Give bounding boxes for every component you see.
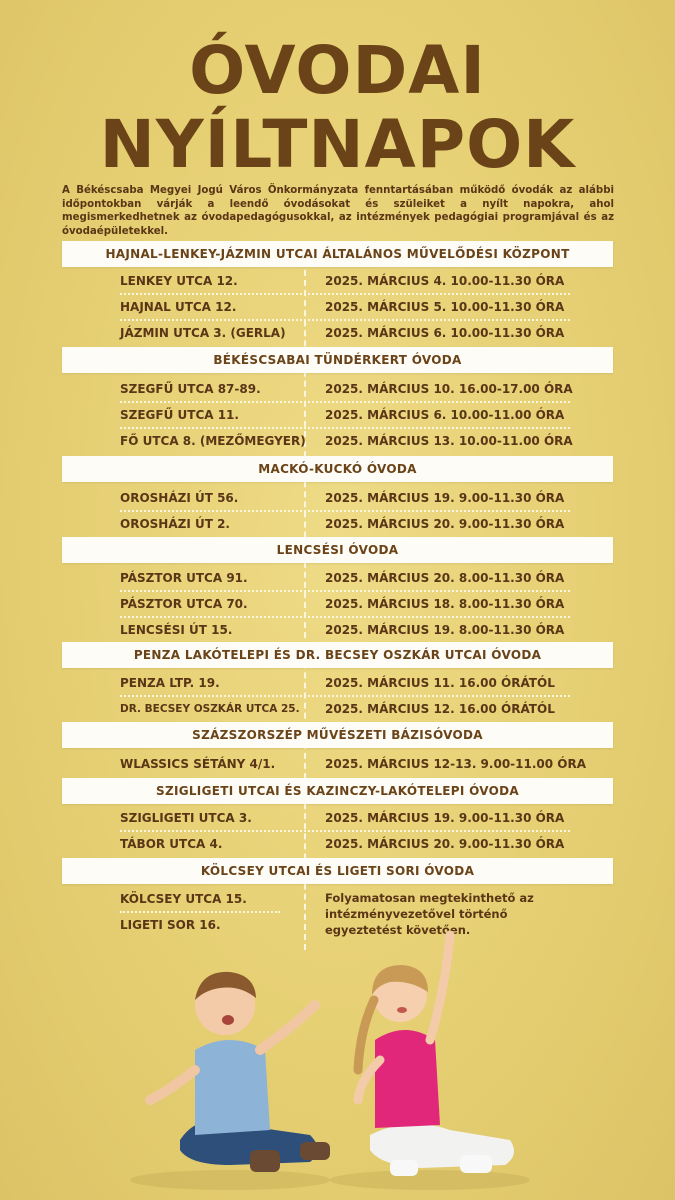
row-location: JÁZMIN UTCA 3. (GERLA) — [120, 326, 286, 340]
poster-title-line2: NYÍLTNAPOK — [99, 106, 576, 183]
row-location: PÁSZTOR UTCA 70. — [120, 597, 248, 611]
row-location: FŐ UTCA 8. (MEZŐMEGYER) — [120, 434, 306, 448]
row-date: 2025. MÁRCIUS 19. 9.00-11.30 ÓRA — [325, 811, 565, 825]
row-location: KÖLCSEY UTCA 15. — [120, 892, 247, 906]
row-date: 2025. MÁRCIUS 18. 8.00-11.30 ÓRA — [325, 597, 565, 611]
row-date: 2025. MÁRCIUS 20. 9.00-11.30 ÓRA — [325, 837, 565, 851]
row-date: 2025. MÁRCIUS 6. 10.00-11.00 ÓRA — [325, 408, 565, 422]
schedule-row — [62, 670, 613, 696]
schedule-row — [62, 268, 613, 294]
row-location: PÁSZTOR UTCA 91. — [120, 571, 248, 585]
section-banner-szigligeti-kazinczy: SZIGLIGETI UTCAI ÉS KAZINCZY-LAKÓTELEPI ÓVODA — [62, 778, 613, 804]
schedule-row — [62, 696, 613, 722]
schedule-row — [62, 751, 613, 777]
row-location: SZIGLIGETI UTCA 3. — [120, 811, 252, 825]
schedule-row — [62, 485, 613, 511]
schedule-row — [62, 376, 613, 402]
row-location: LIGETI SOR 16. — [120, 918, 221, 932]
schedule-row — [62, 294, 613, 320]
row-date: 2025. MÁRCIUS 19. 8.00-11.30 ÓRA — [325, 623, 565, 637]
schedule-row — [62, 511, 613, 537]
schedule-row — [62, 805, 613, 831]
section-banner-tunderkert: BÉKÉSCSABAI TÜNDÉRKERT ÓVODA — [62, 347, 613, 373]
intro-paragraph: A Békéscsaba Megyei Jogú Város Önkormányzata fenntartásában működő óvodák az alábbi időpontokban várják a leendő óvodásokat és szüleiket a nyílt napokra, ahol megismerkedhetnek az óvodapedagógusokkal, az intézmények pedagógiai programjával és az óvodaépületekkel. — [62, 185, 614, 237]
row-date: 2025. MÁRCIUS 6. 10.00-11.30 ÓRA — [325, 326, 565, 340]
row-location: PENZA LTP. 19. — [120, 676, 220, 690]
row-date: 2025. MÁRCIUS 19. 9.00-11.30 ÓRA — [325, 491, 565, 505]
schedule-row — [62, 591, 613, 617]
row-date: 2025. MÁRCIUS 5. 10.00-11.30 ÓRA — [325, 300, 565, 314]
section-banner-hajnal-lenkey-jazmin: HAJNAL-LENKEY-JÁZMIN UTCAI ÁLTALÁNOS MŰVELŐDÉSI KÖZPONT — [62, 241, 613, 267]
row-date: 2025. MÁRCIUS 10. 16.00-17.00 ÓRA — [325, 382, 573, 396]
schedule-row — [62, 402, 613, 428]
schedule-row — [62, 320, 613, 346]
poster-title-line1: ÓVODAI — [189, 32, 486, 109]
section-banner-macko-kucko: MACKÓ-KUCKÓ ÓVODA — [62, 456, 613, 482]
row-date: 2025. MÁRCIUS 4. 10.00-11.30 ÓRA — [325, 274, 565, 288]
row-location: DR. BECSEY OSZKÁR UTCA 25. — [120, 703, 300, 715]
row-date: 2025. MÁRCIUS 12-13. 9.00-11.00 ÓRA — [325, 757, 587, 771]
section-banner-penza-becsey: PENZA LAKÓTELEPI ÉS DR. BECSEY OSZKÁR UTCAI ÓVODA — [62, 642, 613, 668]
row-date: 2025. MÁRCIUS 20. 8.00-11.30 ÓRA — [325, 571, 565, 585]
schedule-row — [62, 428, 613, 454]
row-date: 2025. MÁRCIUS 12. 16.00 ÓRÁTÓL — [325, 702, 555, 716]
boy-figure — [150, 972, 330, 1172]
section-banner-kolcsey-ligeti: KÖLCSEY UTCAI ÉS LIGETI SORI ÓVODA — [62, 858, 613, 884]
row-location: SZEGFŰ UTCA 87-89. — [120, 382, 261, 396]
schedule-row — [62, 565, 613, 591]
girl-figure — [358, 935, 514, 1176]
row-location: OROSHÁZI ÚT 56. — [120, 491, 239, 505]
row-location: TÁBOR UTCA 4. — [120, 837, 223, 851]
row-location: WLASSICS SÉTÁNY 4/1. — [120, 757, 276, 771]
row-location: HAJNAL UTCA 12. — [120, 300, 237, 314]
row-location: LENKEY UTCA 12. — [120, 274, 238, 288]
row-location: OROSHÁZI ÚT 2. — [120, 517, 230, 531]
section-banner-szazszorszep: SZÁZSZORSZÉP MŰVÉSZETI BÁZISÓVODA — [62, 722, 613, 748]
section-banner-lencsesi: LENCSÉSI ÓVODA — [62, 537, 613, 563]
row-location: SZEGFŰ UTCA 11. — [120, 408, 239, 422]
continuous-visit-note: Folyamatosan megtekinthető az intézményvezetővel történő egyeztetést követően. — [325, 891, 534, 937]
row-date: 2025. MÁRCIUS 11. 16.00 ÓRÁTÓL — [325, 676, 555, 690]
row-date: 2025. MÁRCIUS 20. 9.00-11.30 ÓRA — [325, 517, 565, 531]
row-location: LENCSÉSI ÚT 15. — [120, 623, 233, 637]
schedule-row — [62, 617, 613, 643]
schedule-row — [62, 831, 613, 857]
children-illustration — [110, 910, 550, 1195]
row-date: 2025. MÁRCIUS 13. 10.00-11.00 ÓRA — [325, 434, 573, 448]
